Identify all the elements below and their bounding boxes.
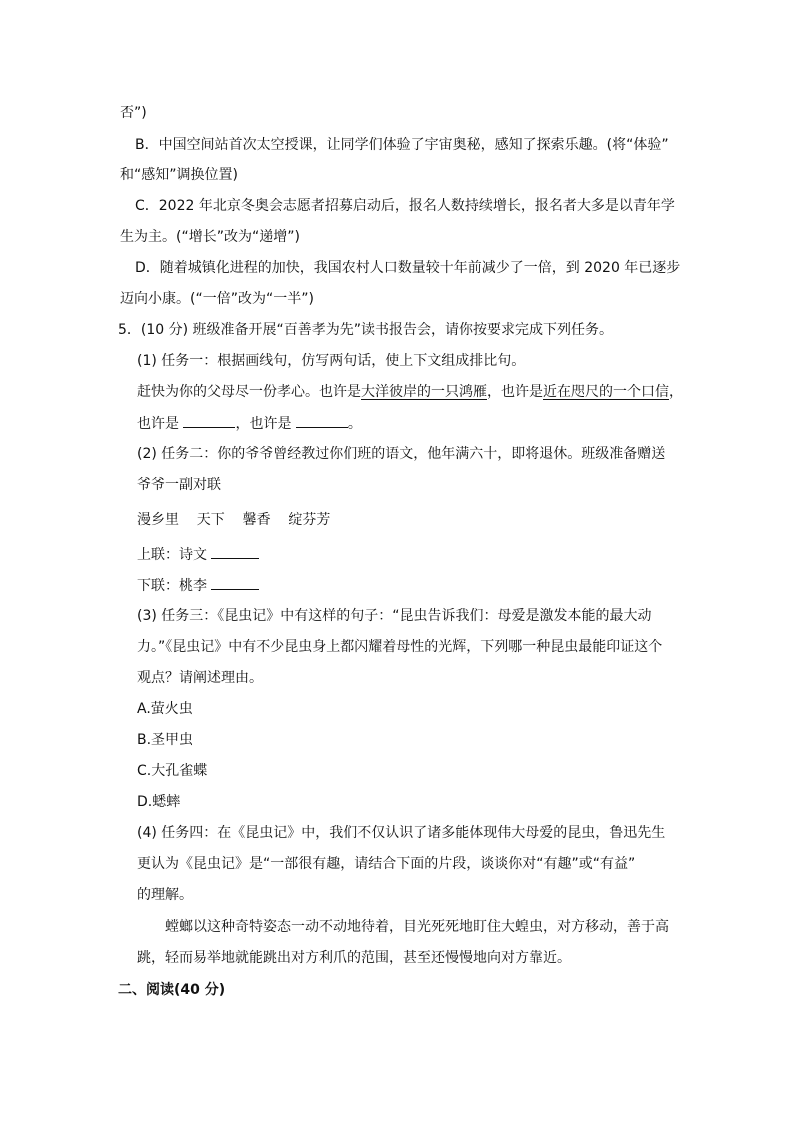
task-4-prompt-line3: 的理解。 xyxy=(137,887,193,903)
task-3-prompt-line3: 观点？请阐述理由。 xyxy=(137,670,263,686)
blank-prefix-2: ，也许是 xyxy=(235,416,296,432)
underlined-phrase-1: 大洋彼岸的一只鸿雁 xyxy=(361,384,487,400)
task-3-prompt-line1: (3) 任务三：《昆虫记》中有这样的句子：“昆虫告诉我们：母爱是激发本能的最大动 xyxy=(137,608,652,624)
couplet-upper xyxy=(137,544,259,565)
section-2-heading: 二、阅读(40 分) xyxy=(118,982,226,998)
option-c: C.大孔雀蝶 xyxy=(137,763,208,779)
task-2-prompt-line2: 爷爷一副对联 xyxy=(137,477,221,493)
option-a: A.萤火虫 xyxy=(137,701,193,717)
couplet-lower-blank[interactable] xyxy=(211,575,259,590)
option-b: B.圣甲虫 xyxy=(137,732,194,748)
passage-line2: 跳，轻而易举地就能跳出对方利爪的范围，甚至还慢慢地向对方靠近。 xyxy=(137,950,571,966)
blank-prefix-1: 也许是 xyxy=(137,416,184,432)
task-4-prompt-line1: (4) 任务四：在《昆虫记》中，我们不仅认识了诸多能体现伟大母爱的昆虫，鲁迅先生 xyxy=(137,825,666,841)
task-1-text-pre: 赶快为你的父母尽一份孝心。也许是 xyxy=(137,384,361,400)
option-c-line1: C．2022 年北京冬奥会志愿者招募启动后，报名人数持续增长，报名者大多是以青年学 xyxy=(135,198,675,214)
option-d-line2: 迈向小康。(“一倍”改为“一半”) xyxy=(120,291,314,307)
task-1-sentence xyxy=(137,382,683,402)
underlined-phrase-2: 近在咫尺的一个口信 xyxy=(543,384,669,400)
couplet-upper-label: 上联：诗文 xyxy=(137,547,212,563)
option-b-line1: B．中国空间站首次太空授课，让同学们体验了宇宙奥秘，感知了探索乐趣。(将“体验” xyxy=(135,137,669,153)
option-d: D.蟋蟀 xyxy=(137,794,181,810)
task-1-blanks xyxy=(137,413,362,434)
question-5-header: 5．(10 分) 班级准备开展“百善孝为先”读书报告会，请你按要求完成下列任务。 xyxy=(118,322,614,338)
task-4-prompt-line2: 更认为《昆虫记》是“一部很有趣，请结合下面的片段，谈谈你对“有趣”或“有益” xyxy=(137,856,636,872)
couplet-upper-blank[interactable] xyxy=(211,544,259,559)
couplet-lower xyxy=(137,575,259,596)
word-choices: 漫乡里 天下 馨香 绽芬芳 xyxy=(137,512,331,528)
blank-suffix: 。 xyxy=(347,416,362,432)
option-b-line2: 和“感知”调换位置) xyxy=(120,167,238,183)
passage-line1: 螳螂以这种奇特姿态一动不动地待着，目光死死地盯住大蝗虫，对方移动，善于高 xyxy=(165,919,669,935)
option-d-line1: D．随着城镇化进程的加快，我国农村人口数量较十年前减少了一倍，到 2020 年已逐步 xyxy=(135,260,681,276)
task-1-text-end: ， xyxy=(669,384,683,400)
option-c-line2: 生为主。(“增长”改为“递增”) xyxy=(120,229,300,245)
couplet-lower-label: 下联：桃李 xyxy=(137,578,212,594)
task-1-prompt: (1) 任务一：根据画线句，仿写两句话，使上下文组成排比句。 xyxy=(137,353,526,369)
answer-blank-2[interactable] xyxy=(296,413,348,428)
q4-tail-line: 否”) xyxy=(120,105,147,121)
task-3-prompt-line2: 力。”《昆虫记》中有不少昆虫身上都闪耀着母性的光辉，下列哪一种昆虫最能印证这个 xyxy=(137,639,663,655)
task-1-text-mid: ，也许是 xyxy=(487,384,543,400)
task-2-prompt-line1: (2) 任务二：你的爷爷曾经教过你们班的语文，他年满六十，即将退休。班级准备赠送 xyxy=(137,446,666,462)
answer-blank-1[interactable] xyxy=(183,413,235,428)
